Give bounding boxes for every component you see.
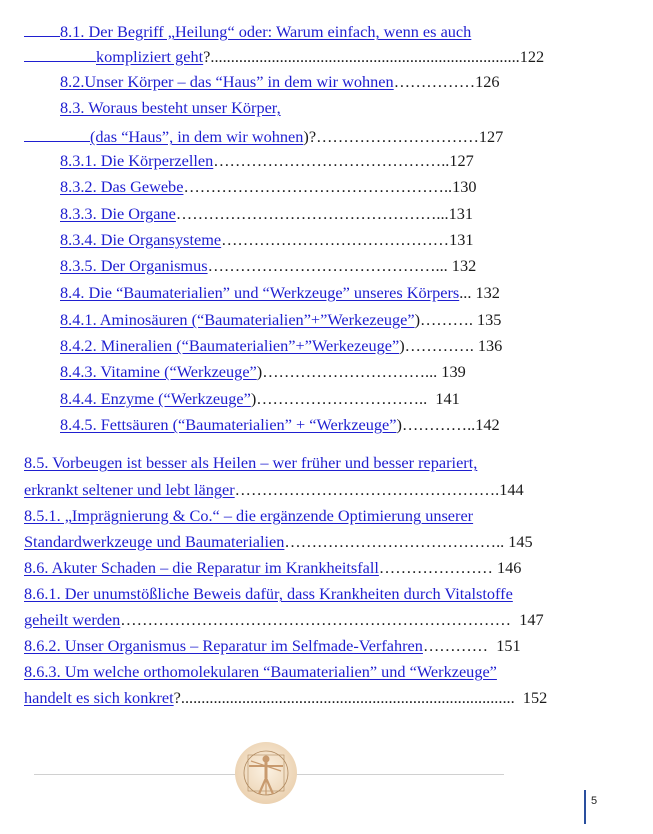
toc-leader-dots: ………………… xyxy=(378,558,493,577)
toc-leader-dots: …………………………………… xyxy=(221,230,450,249)
toc-page-number: 147 xyxy=(511,610,544,629)
toc-page-number: 126 xyxy=(475,72,500,91)
vitruvian-man-logo xyxy=(235,742,297,804)
toc-entry-suffix: ) xyxy=(414,310,421,329)
toc-indent-underline xyxy=(24,20,60,37)
toc-entry-link[interactable]: kompliziert geht xyxy=(96,47,204,66)
vitruvian-man-icon xyxy=(235,742,297,804)
toc-page-number: 135 xyxy=(472,310,502,329)
toc-leader-dots: ………… xyxy=(422,636,489,655)
toc-entry-link[interactable]: 8.3. Woraus besteht unser Körper, xyxy=(60,98,281,117)
toc-leader-dots: .................................................................................. xyxy=(180,688,515,707)
toc-page-number: 151 xyxy=(488,636,521,655)
toc-entry-link[interactable]: 8.6.3. Um welche orthomolekularen “Baumaterialien” und “Werkzeuge” xyxy=(24,662,497,681)
toc-leader-dots: ………. xyxy=(420,310,473,329)
toc-leader-dots: ………………………….. xyxy=(256,389,428,408)
toc-entry-link[interactable]: 8.3.1. Die Körperzellen xyxy=(60,151,214,170)
toc-entry-link[interactable]: 8.6.1. Der unumstößliche Beweis dafür, dass Krankheiten durch Vitalstoffe xyxy=(24,584,513,603)
toc-page-number: 132 xyxy=(471,283,500,302)
toc-entry[interactable] xyxy=(24,636,521,656)
toc-entry-link[interactable]: 8.6.2. Unser Organismus – Reparatur im Selfmade-Verfahren xyxy=(24,636,423,655)
toc-indent-underline xyxy=(24,45,96,62)
toc-entry[interactable] xyxy=(24,45,544,67)
toc-page-number: 122 xyxy=(519,47,545,66)
toc-leader-dots: ………………………………….. xyxy=(284,532,505,551)
toc-entry-link[interactable]: Standardwerkzeuge und Baumaterialien xyxy=(24,532,285,551)
toc-page-number: 141 xyxy=(427,389,460,408)
toc-page-number: 127 xyxy=(449,151,474,170)
toc-entry[interactable] xyxy=(60,336,502,356)
toc-entry-suffix: ) xyxy=(256,362,263,381)
toc-entry[interactable] xyxy=(60,151,474,171)
toc-page-number: 139 xyxy=(437,362,466,381)
toc-page-number: 132 xyxy=(447,256,477,275)
toc-entry[interactable] xyxy=(60,256,476,276)
toc-leader-dots: ……………………………………... xyxy=(207,256,448,275)
toc-entry[interactable] xyxy=(60,389,460,409)
toc-leader-dots: …………… xyxy=(393,72,476,91)
toc-entry-link[interactable]: 8.1. Der Begriff „Heilung“ oder: Warum einfach, wenn es auch xyxy=(60,22,472,41)
toc-page-number: 146 xyxy=(492,558,522,577)
toc-leader-dots: …………………………………………... xyxy=(175,204,449,223)
toc-entry-link[interactable]: 8.3.2. Das Gewebe xyxy=(60,177,184,196)
toc-entry[interactable] xyxy=(24,453,477,473)
toc-leader-dots: …………………………... xyxy=(262,362,438,381)
toc-page-number: 152 xyxy=(514,688,548,707)
toc-entry[interactable] xyxy=(60,98,281,118)
page-number: 5 xyxy=(591,795,598,807)
toc-page-number: 130 xyxy=(452,177,477,196)
toc-entry[interactable] xyxy=(24,125,503,147)
toc-entry[interactable] xyxy=(24,480,524,500)
toc-page-number: 136 xyxy=(473,336,503,355)
toc-entry-link[interactable]: (das “Haus”, in dem wir wohnen xyxy=(90,127,304,146)
toc-entry[interactable] xyxy=(60,72,500,92)
toc-entry-link[interactable]: 8.4.3. Vitamine (“Werkzeuge” xyxy=(60,362,257,381)
toc-leader-dots: …………………………………….. xyxy=(213,151,450,170)
toc-entry-link[interactable]: erkrankt seltener und lebt länger xyxy=(24,480,235,499)
toc-entry-link[interactable]: 8.3.3. Die Organe xyxy=(60,204,176,223)
toc-entry[interactable] xyxy=(24,584,513,604)
toc-entry[interactable] xyxy=(60,310,501,330)
toc-page-number: 144 xyxy=(499,480,524,499)
toc-entry[interactable] xyxy=(24,662,497,682)
toc-entry-suffix: ) xyxy=(396,415,402,434)
toc-entry-suffix: ? xyxy=(173,688,181,707)
toc-page-number: 131 xyxy=(449,230,474,249)
toc-entry-link[interactable]: 8.3.4. Die Organsysteme xyxy=(60,230,222,249)
toc-entry-link[interactable]: 8.5. Vorbeugen ist besser als Heilen – wer früher und besser repariert, xyxy=(24,453,478,472)
toc-entry[interactable] xyxy=(60,177,477,197)
toc-page-number: 145 xyxy=(504,532,533,551)
toc-page-number: 142 xyxy=(475,415,500,434)
toc-leader-dots: ……………………………………………………………… xyxy=(120,610,512,629)
toc-entry[interactable] xyxy=(60,415,500,435)
toc-leader-dots: …………………………………………. xyxy=(234,480,500,499)
toc-entry-link[interactable]: geheilt werden xyxy=(24,610,121,629)
toc-entry[interactable] xyxy=(60,204,473,224)
toc-entry-link[interactable]: 8.6. Akuter Schaden – die Reparatur im Krankheitsfall xyxy=(24,558,379,577)
page-number-bar xyxy=(584,790,586,824)
toc-indent-underline xyxy=(24,125,90,142)
toc-entry-link[interactable]: 8.4.2. Mineralien (“Baumaterialien”+”Werkezeuge” xyxy=(60,336,400,355)
toc-entry-link[interactable]: 8.2.Unser Körper – das “Haus” in dem wir wohnen xyxy=(60,72,394,91)
toc-entry-link[interactable]: 8.4.1. Aminosäuren (“Baumaterialien”+”Werkezeuge” xyxy=(60,310,415,329)
toc-entry[interactable] xyxy=(60,283,500,303)
toc-entry-suffix: ? xyxy=(203,47,211,66)
toc-entry-link[interactable]: 8.4.4. Enzyme (“Werkzeuge” xyxy=(60,389,251,408)
toc-page-number: 127 xyxy=(478,127,504,146)
toc-entry-suffix: )? xyxy=(303,127,317,146)
toc-entry[interactable] xyxy=(60,230,474,250)
toc-entry[interactable] xyxy=(60,362,466,382)
toc-entry[interactable] xyxy=(24,506,473,526)
toc-entry[interactable] xyxy=(24,610,544,630)
toc-entry-link[interactable]: 8.4.5. Fettsäuren (“Baumaterialien” + “Werkzeuge” xyxy=(60,415,397,434)
toc-entry-suffix: ) xyxy=(250,389,257,408)
toc-entry[interactable] xyxy=(24,688,547,708)
toc-entry-link[interactable]: 8.5.1. „Imprägnierung & Co.“ – die ergänzende Optimierung unserer xyxy=(24,506,474,525)
toc-entry-suffix: ) xyxy=(399,336,405,355)
toc-leader-dots: ………….. xyxy=(401,415,476,434)
toc-entry[interactable] xyxy=(24,558,521,578)
toc-leader-dots: …………. xyxy=(404,336,474,355)
toc-entry[interactable] xyxy=(24,532,533,552)
toc-leader-dots: ............................................................................ xyxy=(210,47,520,66)
toc-leader-dots: ………………………………………….. xyxy=(183,177,453,196)
toc-entry-link[interactable]: 8.4. Die “Baumaterialien” und “Werkzeuge” unseres Körpers xyxy=(60,283,460,302)
toc-page-number: 131 xyxy=(448,204,474,223)
toc-entry[interactable] xyxy=(24,20,471,42)
toc-leader-dots: ………………………… xyxy=(316,127,479,146)
toc-leader-dots: ... xyxy=(459,283,472,302)
toc-entry-link[interactable]: handelt es sich konkret xyxy=(24,688,174,707)
toc-entry-link[interactable]: 8.3.5. Der Organismus xyxy=(60,256,208,275)
